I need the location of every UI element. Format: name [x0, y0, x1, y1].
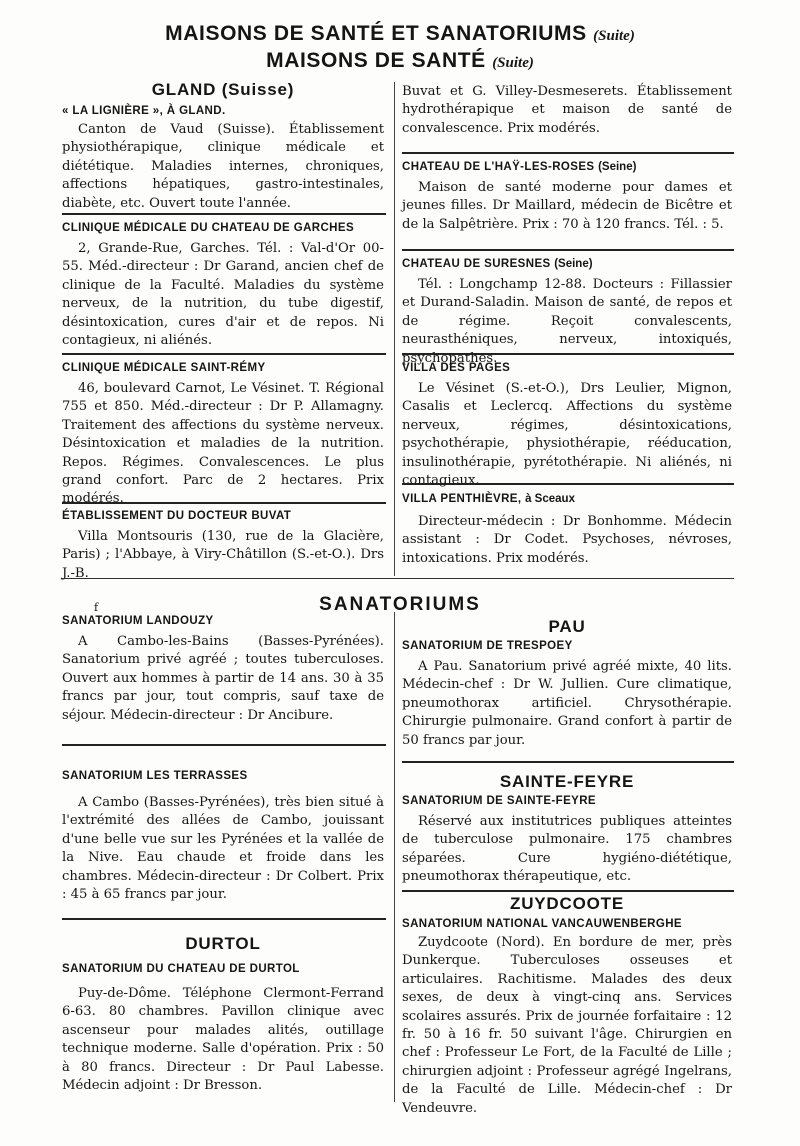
entry-garches	[62, 219, 384, 350]
landouzy-title: SANATORIUM LANDOUZY	[62, 615, 214, 627]
column-divider	[394, 612, 395, 1102]
entry-pages	[402, 359, 732, 490]
column-divider	[394, 82, 395, 576]
divider	[402, 353, 734, 355]
entry-penthievre	[402, 490, 732, 568]
landouzy-body: A Cambo-les-Bains (Basses-Pyrénées). Sanatorium privé agréé ; toutes tuberculoses. Ouvert aux hommes à partir de 14 ans. 30 à 35 francs par jour, tout compris, sauf taxe de séjour. Médecin-directeur : Dr Ancibure.	[62, 634, 384, 723]
zuydcoote-title: SANATORIUM NATIONAL VANCAUWENBERGHE	[402, 918, 682, 930]
entry-landouzy	[62, 612, 384, 725]
durtol-heading: DURTOL	[185, 934, 261, 953]
entry-buvat	[62, 507, 384, 583]
divider	[402, 152, 734, 154]
hay-title: CHATEAU DE L'HAŸ-LES-ROSES	[402, 161, 595, 173]
sainte-feyre-heading: SAINTE-FEYRE	[499, 772, 635, 791]
pau-body: A Pau. Sanatorium privé agréé mixte, 40 lits. Médecin-chef : Dr W. Jullien. Cure climatique, pneumothorax artificiel. Chrysothérapie. Chirurgie pulmonaire. Grand confort à partir de 50 francs par jour.	[402, 659, 732, 748]
sainte-feyre-title: SANATORIUM DE SAINTE-FEYRE	[402, 795, 596, 807]
divider	[402, 761, 734, 763]
section-divider	[62, 578, 734, 579]
pau-title: SANATORIUM DE TRESPOEY	[402, 640, 573, 652]
suresnes-location: (Seine)	[554, 258, 593, 270]
terrasses-title: SANATORIUM LES TERRASSES	[62, 770, 248, 782]
divider	[62, 213, 386, 215]
page-title	[0, 22, 800, 46]
sanatoriums-heading: SANATORIUMS	[319, 594, 481, 615]
entry-buvat-cont	[402, 83, 732, 138]
sainte-feyre-body: Réservé aux institutrices publiques atteintes de tuberculose pulmonaire. 175 chambres séparées. Cure hygiéno-diététique, pneumothorax thérapeutique, etc.	[402, 814, 732, 885]
entry-terrasses	[62, 767, 384, 904]
durtol-body: Puy-de-Dôme. Téléphone Clermont-Ferrand 6-63. 80 chambres. Pavillon clinique avec ascenseur pour malades alités, outillage technique moderne. Salle d'opération. Prix : 50 à 80 francs. Directeur : Dr Paul Labesse. Médecin adjoint : Dr Bresson.	[62, 986, 384, 1094]
terrasses-body: A Cambo (Basses-Pyrénées), très bien situé à l'extrémité des allées de Cambo, jouissant d'une belle vue sur les Pyrénées et la vallée de la Nive. Eau chaude et froide dans les chambres. Médecin-directeur : Dr Colbert. Prix : 45 à 65 francs par jour.	[62, 795, 384, 903]
entry-hay	[402, 158, 732, 234]
margin-mark: f	[94, 601, 99, 614]
entry-suresnes	[402, 255, 732, 368]
entry-saint-remy	[62, 359, 384, 509]
divider	[62, 353, 386, 355]
divider	[402, 483, 734, 485]
penthievre-body: Directeur-médecin : Dr Bonhomme. Médecin assistant : Dr Codet. Psychoses, névroses, intoxications. Prix modérés.	[402, 514, 732, 566]
suresnes-body: Tél. : Longchamp 12-88. Docteurs : Fillassier et Durand-Saladin. Maison de santé, de repos et de régime. Reçoit convalescents, neurasthéniques, nerveux, intoxiqués, psychopathes.	[402, 277, 732, 366]
gland-heading: GLAND (Suisse)	[151, 80, 295, 99]
buvat-body-continued: Buvat et G. Villey-Desmeserets. Établissement hydrothérapique et maison de santé de convalescence. Prix modérés.	[402, 84, 732, 136]
entry-sainte-feyre	[402, 772, 732, 887]
hay-location: (Seine)	[598, 161, 637, 173]
zuydcoote-heading: ZUYDCOOTE	[510, 894, 624, 913]
hay-body: Maison de santé moderne pour dames et jeunes filles. Dr Maillard, médecin de Bicêtre et de la Salpêtrière. Prix : 70 à 120 francs. Tél. : 5.	[402, 180, 732, 232]
section-title-maisons-text: MAISONS DE SANTÉ	[266, 49, 486, 72]
penthievre-location: à Sceaux	[525, 493, 575, 505]
divider	[62, 502, 386, 504]
entry-zuydcoote	[402, 894, 732, 1118]
garches-body: 2, Grande-Rue, Garches. Tél. : Val-d'Or 00-55. Méd.-directeur : Dr Garand, ancien chef de clinique de la Faculté. Maladies du système nerveux, de la nutrition, du tube digestif, désintoxication, cures d'air et de repos. Ni contagieux, ni aliénés.	[62, 241, 384, 349]
page-title-text: MAISONS DE SANTÉ ET SANATORIUMS	[165, 22, 587, 45]
saint-remy-body: 46, boulevard Carnot, Le Vésinet. T. Régional 755 et 850. Méd.-directeur : Dr P. Allamagny. Traitement des affections du système nerveux. Désintoxication et maladies de la nutrition. Repos. Régimes. Convalescences. Le plus grand confort. Parc de 2 hectares. Prix modérés.	[62, 381, 384, 507]
pages-title: VILLA DES PAGES	[402, 362, 511, 374]
page-title-suite: (Suite)	[593, 28, 635, 44]
buvat-body: Villa Montsouris (130, rue de la Glacière, Paris) ; l'Abbaye, à Viry-Châtillon (S.-et-O.). Drs J.-B.	[62, 529, 384, 581]
pages-body: Le Vésinet (S.-et-O.), Drs Leulier, Mignon, Casalis et Leclercq. Affections du système nerveux, régimes, désintoxications, psychothérapie, physiothérapie, rééducation, insulinothérapie, pyrétothérapie. Ni aliénés, ni contagieux.	[402, 381, 732, 489]
buvat-title: ÉTABLISSEMENT DU DOCTEUR BUVAT	[62, 510, 292, 522]
penthievre-title: VILLA PENTHIÈVRE,	[402, 493, 522, 505]
suresnes-title: CHATEAU DE SURESNES	[402, 258, 551, 270]
entry-pau	[402, 617, 732, 750]
divider	[62, 918, 386, 920]
ligniere-title: « LA LIGNIÈRE », À GLAND.	[62, 105, 226, 117]
zuydcoote-body: Zuydcoote (Nord). En bordure de mer, près Dunkerque. Tuberculoses osseuses et articulaires. Rachitisme. Malades des deux sexes, de deux à vingt-cinq ans. Services scolaires assurés. Prix de journée forfaitaire : 12 fr. 50 à 16 fr. 50 suivant l'âge. Chirurgien en chef : Professeur Le Fort, de la Faculté de Lille ; chirurgien adjoint : Professeur agrégé Ingelrans, de la Faculté de Lille. Médecin-chef : Dr Vendeuvre.	[402, 935, 732, 1116]
entry-gland	[62, 80, 384, 213]
garches-title: CLINIQUE MÉDICALE DU CHATEAU DE GARCHES	[62, 222, 355, 234]
section-title-maisons-suite: (Suite)	[492, 55, 534, 71]
section-title-maisons	[0, 49, 800, 73]
entry-durtol	[62, 934, 384, 1095]
pau-heading: PAU	[548, 617, 586, 636]
ligniere-body: Canton de Vaud (Suisse). Établissement physiothérapique, clinique médicale et diététique. Maladies internes, chroniques, affections hépatiques, gastro-intestinales, diabète, etc. Ouvert toute l'année.	[62, 122, 384, 211]
durtol-title: SANATORIUM DU CHATEAU DE DURTOL	[62, 963, 300, 975]
saint-remy-title: CLINIQUE MÉDICALE SAINT-RÉMY	[62, 362, 266, 374]
divider	[402, 249, 734, 251]
divider	[402, 890, 734, 892]
divider	[62, 744, 386, 746]
